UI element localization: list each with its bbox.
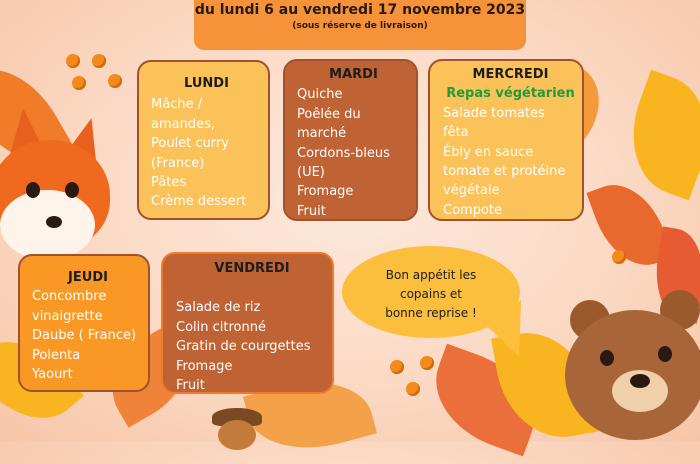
menu-item: Crème dessert: [151, 194, 247, 210]
menu-list-mercredi: [443, 104, 578, 220]
menu-header-banner: [194, 0, 526, 50]
menu-item: Quiche: [297, 87, 343, 103]
menu-item: fêta: [443, 125, 469, 141]
day-card-mercredi: [428, 59, 584, 221]
menu-item: Daube ( France): [32, 328, 137, 344]
day-card-mardi: [283, 59, 418, 221]
menu-item: Pâtes: [151, 175, 187, 191]
menu-item: Compote: [443, 202, 502, 218]
menu-item: Colin citronné: [176, 319, 266, 335]
acorn-icon: [212, 408, 262, 448]
menu-list-lundi: [151, 95, 262, 211]
menu-item: Fruit: [297, 203, 326, 219]
menu-date-range: du lundi 6 au vendredi 17 novembre 2023: [194, 2, 526, 18]
speech-bubble: [342, 246, 520, 338]
menu-item: (UE): [297, 165, 325, 181]
bear-illustration: [560, 290, 700, 450]
menu-item: Poêlée du: [297, 106, 361, 122]
menu-item: Salade de riz: [176, 300, 261, 316]
day-title-mercredi: MERCREDI: [472, 67, 549, 82]
menu-item: (France): [151, 155, 205, 171]
bubble-line: Bon appétit les: [385, 268, 477, 282]
menu-item: amandes,: [151, 116, 215, 132]
menu-item: Polenta: [32, 347, 81, 363]
delivery-note: (sous réserve de livraison): [292, 21, 428, 31]
day-title-jeudi: JEUDI: [68, 270, 108, 285]
menu-item: marché: [297, 126, 347, 142]
menu-item: végétale: [443, 183, 500, 199]
menu-item: Fromage: [176, 358, 233, 374]
day-title-vendredi: VENDREDI: [214, 261, 290, 276]
menu-item: Yaourt: [32, 367, 73, 383]
bubble-line: copains et: [399, 287, 462, 301]
fox-illustration: [0, 110, 130, 260]
bubble-line: bonne reprise !: [385, 306, 477, 320]
menu-list-mardi: [297, 85, 410, 221]
day-card-vendredi: [161, 252, 334, 394]
menu-list-vendredi: [176, 298, 328, 395]
menu-week-title: [194, 0, 526, 1]
vegetarian-label: Repas végétarien: [446, 86, 575, 102]
day-card-jeudi: [18, 254, 150, 392]
menu-item: Ébly en sauce: [443, 144, 534, 160]
day-title-lundi: LUNDI: [184, 76, 229, 91]
menu-item: Mâche /: [151, 97, 203, 113]
menu-item: Cordons-bleus: [297, 145, 390, 161]
menu-item: Fruit: [176, 378, 205, 394]
menu-item: Concombre: [32, 289, 107, 305]
menu-item: Salade tomates: [443, 105, 545, 121]
menu-item: Gratin de courgettes: [176, 339, 311, 355]
menu-list-jeudi: [32, 287, 144, 384]
menu-item: Fromage: [297, 184, 354, 200]
day-card-lundi: [137, 60, 270, 220]
menu-item: Poulet curry: [151, 136, 229, 152]
day-title-mardi: MARDI: [329, 67, 378, 82]
menu-item: vinaigrette: [32, 308, 103, 324]
menu-item: tomate et protéine: [443, 164, 566, 180]
